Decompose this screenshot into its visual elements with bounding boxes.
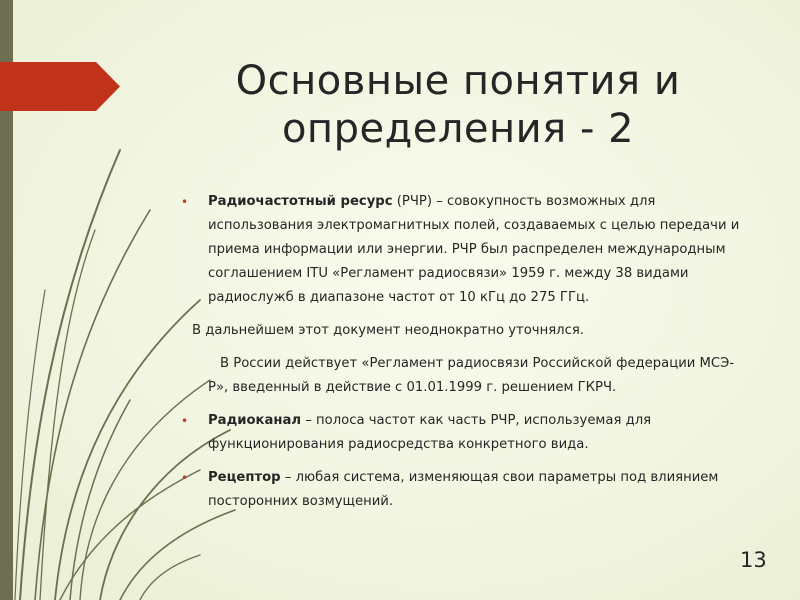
paragraph: В дальнейшем этот документ неоднократно уточнялся. xyxy=(192,323,584,338)
title-line-1: Основные понятия и xyxy=(235,58,681,104)
paragraph: В России действует «Регламент радиосвязи Российской федерации МСЭ-Р», введенный в действие с 01.01.1999 г. решением ГКРЧ. xyxy=(208,356,735,395)
list-item xyxy=(174,466,754,514)
title-arrow-banner xyxy=(0,62,120,111)
definition: – полоса частот как часть РЧР, используемая для функционирования радиосредства конкретного вида. xyxy=(208,413,652,452)
list-item xyxy=(174,409,754,457)
slide-title xyxy=(228,57,688,153)
slide-body xyxy=(174,190,754,523)
bullet-icon: • xyxy=(181,471,189,485)
term: Радиоканал xyxy=(208,413,302,428)
bullet-icon: • xyxy=(181,195,189,209)
definition: (РЧР) – совокупность возможных для использования электромагнитных полей, создаваемых с целью передачи и приема информации или энергии. РЧР был распределен международным соглашением ITU «Регламент радиосвязи» 1959 г. между 38 видами радиослужб в диапазоне частот от 10 кГц до 275 ГГц. xyxy=(208,194,740,305)
bullet-icon: • xyxy=(181,414,189,428)
title-line-2: определения - 2 xyxy=(281,106,635,152)
page-number: 13 xyxy=(740,548,767,572)
term: Радиочастотный ресурс xyxy=(208,194,393,209)
definition: – любая система, изменяющая свои параметры под влиянием посторонних возмущений. xyxy=(208,470,719,509)
term: Рецептор xyxy=(208,470,281,485)
list-item xyxy=(174,190,754,310)
